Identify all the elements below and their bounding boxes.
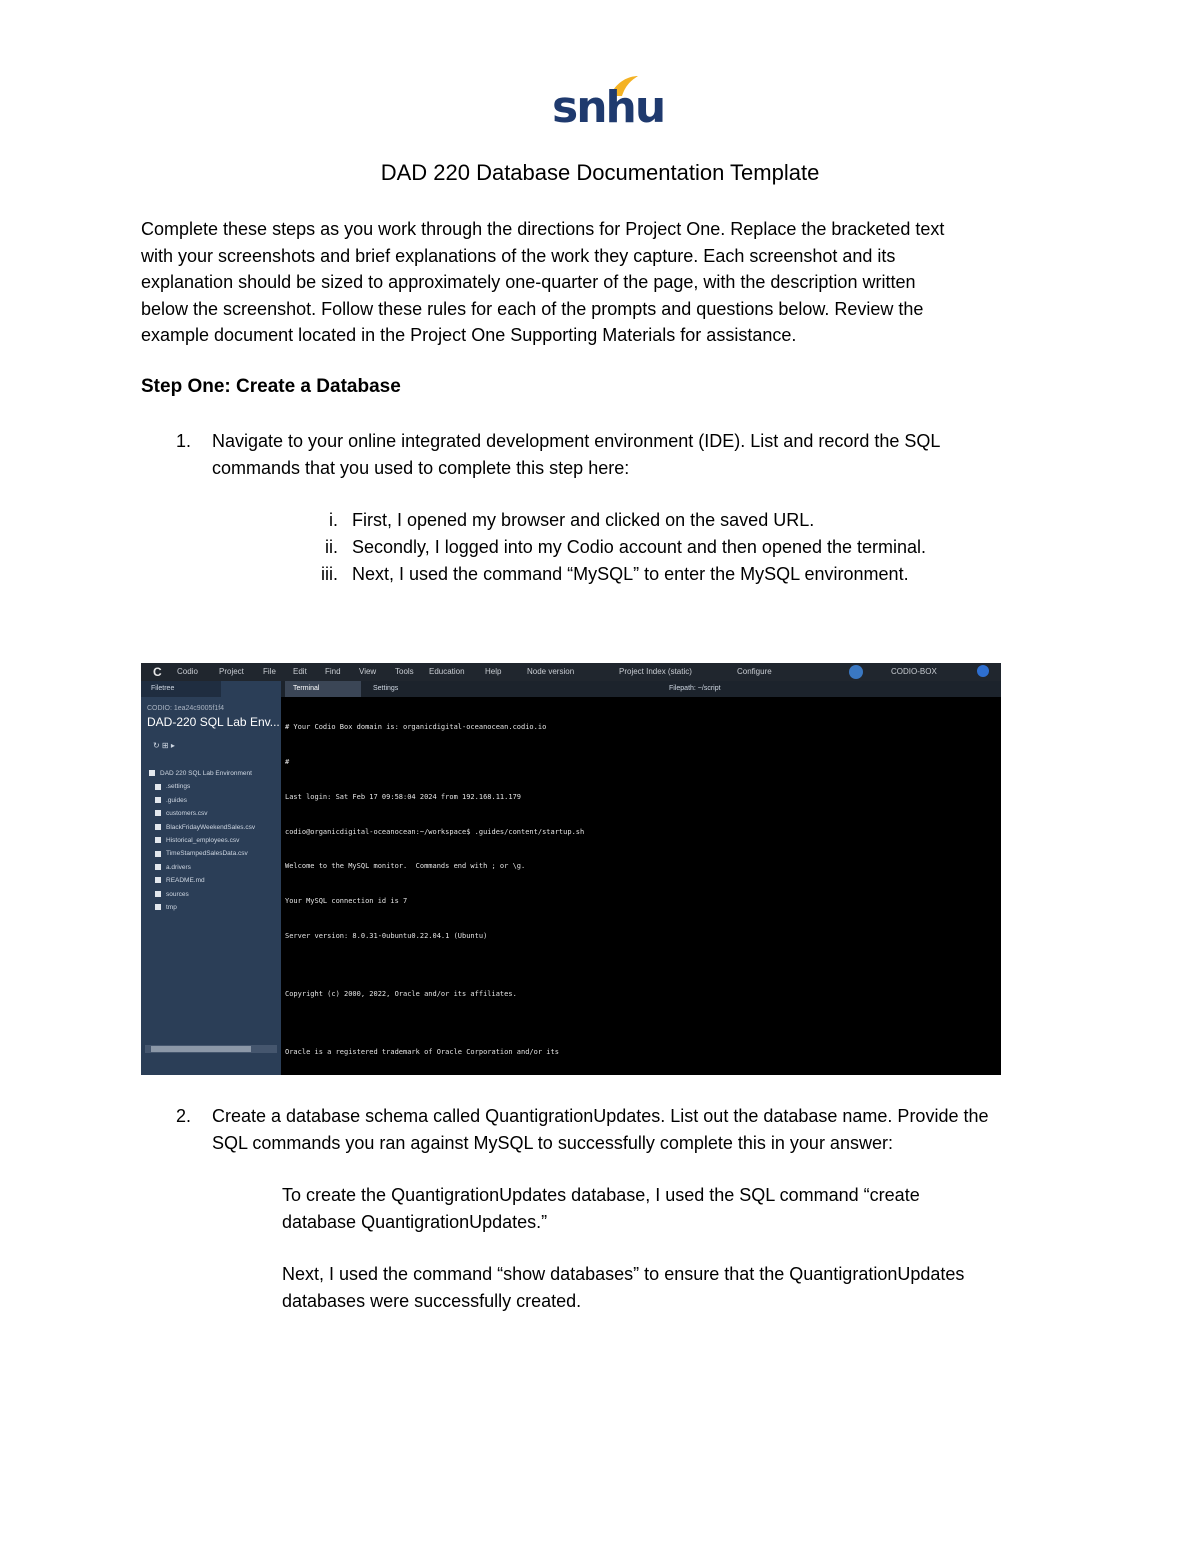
- configure-menu[interactable]: Configure: [737, 667, 772, 676]
- menu-item[interactable]: Education: [429, 667, 465, 676]
- sub-item-numeral: iii.: [321, 564, 338, 584]
- menu-item[interactable]: Tools: [395, 667, 414, 676]
- file-icon: [155, 851, 161, 857]
- item-number: 1.: [176, 431, 192, 451]
- folder-icon: [155, 891, 161, 897]
- file-tree-item[interactable]: sources: [149, 888, 255, 901]
- codio-logo-icon: C: [153, 665, 162, 679]
- answer-line: Next, I used the command “show databases” to ensure that the QuantigrationUpdates: [282, 1264, 965, 1284]
- item-2-line: SQL commands you ran against MySQL to successfully complete this in your answer:: [212, 1132, 893, 1153]
- terminal-line: Welcome to the MySQL monitor. Commands end with ; or \g.: [285, 862, 526, 871]
- tab-settings[interactable]: Settings: [373, 685, 399, 692]
- node-version-menu[interactable]: Node version: [527, 667, 575, 676]
- sub-item-text: Secondly, I logged into my Codio account and then opened the terminal.: [352, 537, 927, 557]
- menu-item[interactable]: Help: [485, 667, 502, 676]
- file-icon: [155, 810, 161, 816]
- menu-item[interactable]: View: [359, 667, 377, 676]
- sidebar-scrollbar[interactable]: [145, 1045, 277, 1053]
- item-1-line: Navigate to your online integrated development environment (IDE). List and record the SQL: [212, 431, 941, 451]
- menu-item[interactable]: Edit: [293, 667, 307, 676]
- file-tree-item[interactable]: TimeStampedSalesData.csv: [149, 847, 255, 860]
- file-tree-item[interactable]: tmp: [149, 901, 255, 914]
- item-number: 2.: [176, 1106, 192, 1126]
- tab-filepath[interactable]: Filepath: ~/script: [669, 685, 721, 692]
- file-tree-panel: [141, 681, 281, 1075]
- file-tree-item[interactable]: customers.csv: [149, 807, 255, 820]
- item-2-line: Create a database schema called QuantigrationUpdates. List out the database name. Provide the: [212, 1106, 989, 1126]
- file-tree: [149, 767, 255, 914]
- project-index-menu[interactable]: Project Index (static): [619, 667, 692, 676]
- intro-paragraph: [141, 216, 1041, 349]
- file-tree-root[interactable]: DAD 220 SQL Lab Environment: [149, 767, 255, 780]
- sub-item-numeral: i.: [329, 510, 338, 530]
- file-icon: [155, 877, 161, 883]
- file-tree-item[interactable]: README.md: [149, 874, 255, 887]
- terminal-output[interactable]: [285, 699, 997, 1075]
- tab-terminal[interactable]: Terminal: [285, 681, 361, 697]
- tab-empty[interactable]: [445, 681, 521, 697]
- scrollbar-thumb[interactable]: [151, 1046, 251, 1052]
- sub-item-text: Next, I used the command “MySQL” to enter the MySQL environment.: [352, 564, 909, 584]
- box-name[interactable]: CODIO-BOX: [891, 667, 937, 676]
- editor-tab-bar: [281, 681, 1001, 697]
- intro-line: below the screenshot. Follow these rules for each of the prompts and questions below. Review the: [141, 298, 924, 319]
- file-icon: [155, 824, 161, 830]
- file-icon: [155, 837, 161, 843]
- snhu-logo: [552, 74, 665, 134]
- answer-line: database QuantigrationUpdates.”: [282, 1211, 548, 1232]
- sub-item-numeral: ii.: [325, 537, 338, 557]
- menu-item[interactable]: Find: [325, 667, 341, 676]
- item-1-line: commands that you used to complete this step here:: [212, 457, 630, 478]
- sub-item: [300, 561, 1060, 588]
- terminal-line: #: [285, 757, 290, 766]
- terminal-line: Oracle is a registered trademark of Oracle Corporation and/or its: [285, 1047, 559, 1056]
- file-tree-item[interactable]: Historical_employees.csv: [149, 834, 255, 847]
- answer-paragraph-2: [282, 1261, 1082, 1314]
- terminal-line: Last login: Sat Feb 17 09:58:04 2024 from 192.168.11.179: [285, 792, 522, 801]
- folder-icon: [155, 784, 161, 790]
- terminal-line: # Your Codio Box domain is: organicdigital-oceanocean.codio.io: [285, 723, 547, 732]
- menu-item[interactable]: Codio: [177, 667, 198, 676]
- terminal-line: Server version: 8.0.31-0ubuntu0.22.04.1 (Ubuntu): [285, 931, 488, 940]
- project-name[interactable]: DAD-220 SQL Lab Env...: [147, 715, 280, 729]
- terminal-line: codio@organicdigital-oceanocean:~/workspace$ .guides/content/startup.sh: [285, 827, 585, 836]
- file-tree-item[interactable]: a.drivers: [149, 861, 255, 874]
- logo-wordmark: snhu: [552, 82, 665, 133]
- sub-item: [300, 534, 1060, 561]
- item-1-text: [212, 428, 1072, 481]
- intro-line: example document located in the Project One Supporting Materials for assistance.: [141, 325, 797, 345]
- menu-item[interactable]: Project: [219, 667, 244, 676]
- ide-menu-bar: [141, 663, 1001, 681]
- file-tree-item[interactable]: .guides: [149, 794, 255, 807]
- terminal-line: Copyright (c) 2000, 2022, Oracle and/or its affiliates.: [285, 989, 517, 998]
- filetree-tab[interactable]: Filetree: [141, 681, 221, 697]
- sub-item-text: First, I opened my browser and clicked on the saved URL.: [352, 510, 815, 530]
- lock-icon: [149, 770, 155, 776]
- intro-line: explanation should be sized to approximately one-quarter of the page, with the description written: [141, 272, 916, 292]
- ide-screenshot: [141, 663, 1001, 1075]
- collaborate-icon[interactable]: [849, 665, 863, 679]
- intro-line: with your screenshots and brief explanations of the work they capture. Each screenshot and its: [141, 245, 896, 266]
- filetree-tool-icons[interactable]: ↻ ⊞ ▸: [153, 741, 175, 750]
- intro-line: Complete these steps as you work through the directions for Project One. Replace the bracketed text: [141, 219, 945, 239]
- folder-icon: [155, 904, 161, 910]
- sub-item: [300, 507, 1060, 534]
- step-one-heading: Step One: Create a Database: [141, 376, 401, 397]
- file-tree-item[interactable]: BlackFridayWeekendSales.csv: [149, 821, 255, 834]
- answer-paragraph-1: [282, 1182, 1082, 1235]
- answer-line: To create the QuantigrationUpdates database, I used the SQL command “create: [282, 1185, 920, 1205]
- folder-icon: [155, 797, 161, 803]
- answer-line: databases were successfully created.: [282, 1290, 582, 1311]
- menu-item[interactable]: File: [263, 667, 276, 676]
- file-tree-item[interactable]: .settings: [149, 780, 255, 793]
- box-id: CODIO: 1ea24c9005f1f4: [147, 705, 225, 712]
- document-title: DAD 220 Database Documentation Template: [380, 160, 820, 185]
- item-2-text: [212, 1103, 1092, 1156]
- power-icon[interactable]: [977, 665, 989, 677]
- terminal-line: Your MySQL connection id is 7: [285, 897, 408, 906]
- file-icon: [155, 864, 161, 870]
- sub-item-list: [300, 507, 1060, 588]
